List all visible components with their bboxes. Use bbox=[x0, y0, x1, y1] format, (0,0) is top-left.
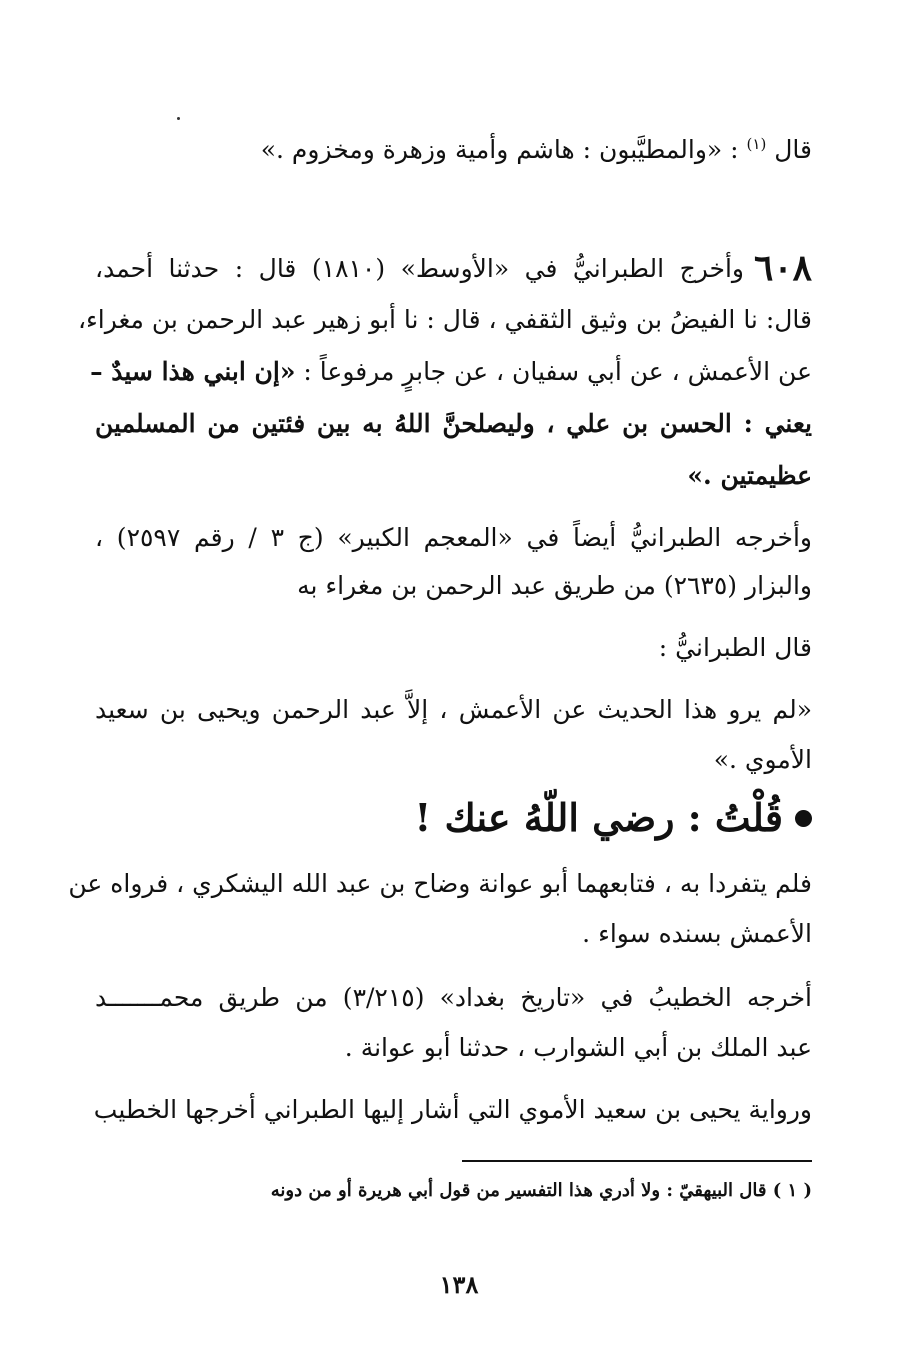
header-text: قال bbox=[766, 135, 812, 164]
comment-heading bbox=[415, 794, 812, 842]
bullet-icon bbox=[795, 810, 812, 827]
speck bbox=[177, 117, 180, 120]
hadith-line-1 bbox=[95, 248, 812, 289]
quote-line-2: الأموي .» bbox=[713, 745, 812, 774]
header-line bbox=[261, 124, 812, 170]
hadith-line-5: عظيمتين .» bbox=[687, 461, 812, 490]
comment-line-5: ورواية يحيى بن سعيد الأموي التي أشار إليها الطبراني أخرجها الخطيب bbox=[93, 1095, 812, 1124]
hadith-line-4: يعني : الحسن بن علي ، وليصلحنَّ اللهُ به بين فئتين من المسلمين bbox=[95, 409, 812, 438]
hadith-line-2: قال: نا الفيضُ بن وثيق الثقفي ، قال : نا أبو زهير عبد الرحمن بن مغراء، bbox=[77, 305, 812, 334]
header-quote: : «والمطيَّبون : هاشم وأمية وزهرة ومخزوم .» bbox=[260, 135, 747, 164]
hadith-matn: «إن ابني هذا سيدٌ – bbox=[90, 357, 296, 386]
comment-heading-text: قُلْتُ : رضي اللّهُ عنك ! bbox=[414, 795, 783, 840]
hadith-isnad: عن الأعمش ، عن أبي سفيان ، عن جابرٍ مرفوعاً : bbox=[295, 357, 812, 386]
takhrij-line-3: قال الطبرانيُّ : bbox=[658, 633, 812, 662]
quote-line-1: «لم يرو هذا الحديث عن الأعمش ، إلاَّ عبد الرحمن ويحيى بن سعيد bbox=[95, 695, 812, 724]
takhrij-line-1: وأخرجه الطبرانيُّ أيضاً في «المعجم الكبير» (ج ٣ / رقم ٢٥٩٧) ، bbox=[95, 523, 812, 552]
page-number: ١٣٨ bbox=[439, 1270, 479, 1299]
footnote: ( ١ ) قال البيهقيّ : ولا أدري هذا التفسير من قول أبي هريرة أو من دونه bbox=[270, 1180, 812, 1201]
footnote-ref: (١) bbox=[746, 135, 767, 153]
hadith-number: ٦٠٨ bbox=[753, 247, 812, 289]
comment-line-1: فلم يتفردا به ، فتابعهما أبو عوانة وضاح بن عبد الله اليشكري ، فرواه عن bbox=[68, 869, 812, 898]
comment-line-2: الأعمش بسنده سواء . bbox=[582, 919, 812, 948]
comment-line-4: عبد الملك بن أبي الشوارب ، حدثنا أبو عوانة . bbox=[344, 1033, 812, 1062]
hadith-line-3 bbox=[90, 352, 812, 392]
comment-line-3: أخرجه الخطيبُ في «تاريخ بغداد» (٣/٢١٥) من طريق محمـــــــد bbox=[95, 983, 812, 1012]
takhrij-line-2: والبزار (٢٦٣٥) من طريق عبد الرحمن بن مغراء به bbox=[297, 571, 812, 600]
hadith-text: وأخرج الطبرانيُّ في «الأوسط» (١٨١٠) قال : حدثنا أحمد، bbox=[95, 254, 744, 283]
footnote-divider bbox=[462, 1160, 812, 1162]
